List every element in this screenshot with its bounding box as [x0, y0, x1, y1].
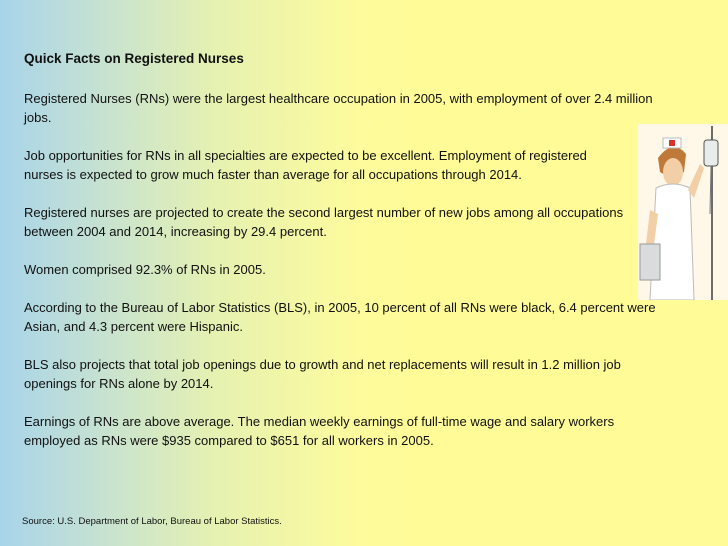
slide-title: Quick Facts on Registered Nurses	[24, 51, 244, 66]
fact-demographics: According to the Bureau of Labor Statistics (BLS), in 2005, 10 percent of all RNs were black, 6.4 percent were Asian, and 4.3 percent were Hispanic.	[24, 300, 656, 334]
facts-content	[24, 49, 684, 469]
fact-job-openings: BLS also projects that total job openings due to growth and net replacements will result in 1.2 million job openings for RNs alone by 2014.	[24, 357, 621, 391]
fact-women: Women comprised 92.3% of RNs in 2005.	[24, 262, 266, 277]
fact-job-opportunities: Job opportunities for RNs in all specialties are expected to be excellent. Employment of registered nurses is expected to grow much faster than average for all occupations through 2014.	[24, 148, 587, 182]
nurse-illustration	[638, 124, 728, 300]
source-citation: Source: U.S. Department of Labor, Bureau of Labor Statistics.	[22, 516, 282, 527]
fact-employment: Registered Nurses (RNs) were the largest healthcare occupation in 2005, with employment of over 2.4 million jobs.	[24, 91, 653, 125]
fact-earnings: Earnings of RNs are above average. The median weekly earnings of full-time wage and salary workers employed as RNs were $935 compared to $651 for all workers in 2005.	[24, 414, 615, 448]
fact-new-jobs: Registered nurses are projected to create the second largest number of new jobs among all occupations between 2004 and 2014, increasing by 29.4 percent.	[24, 205, 624, 239]
